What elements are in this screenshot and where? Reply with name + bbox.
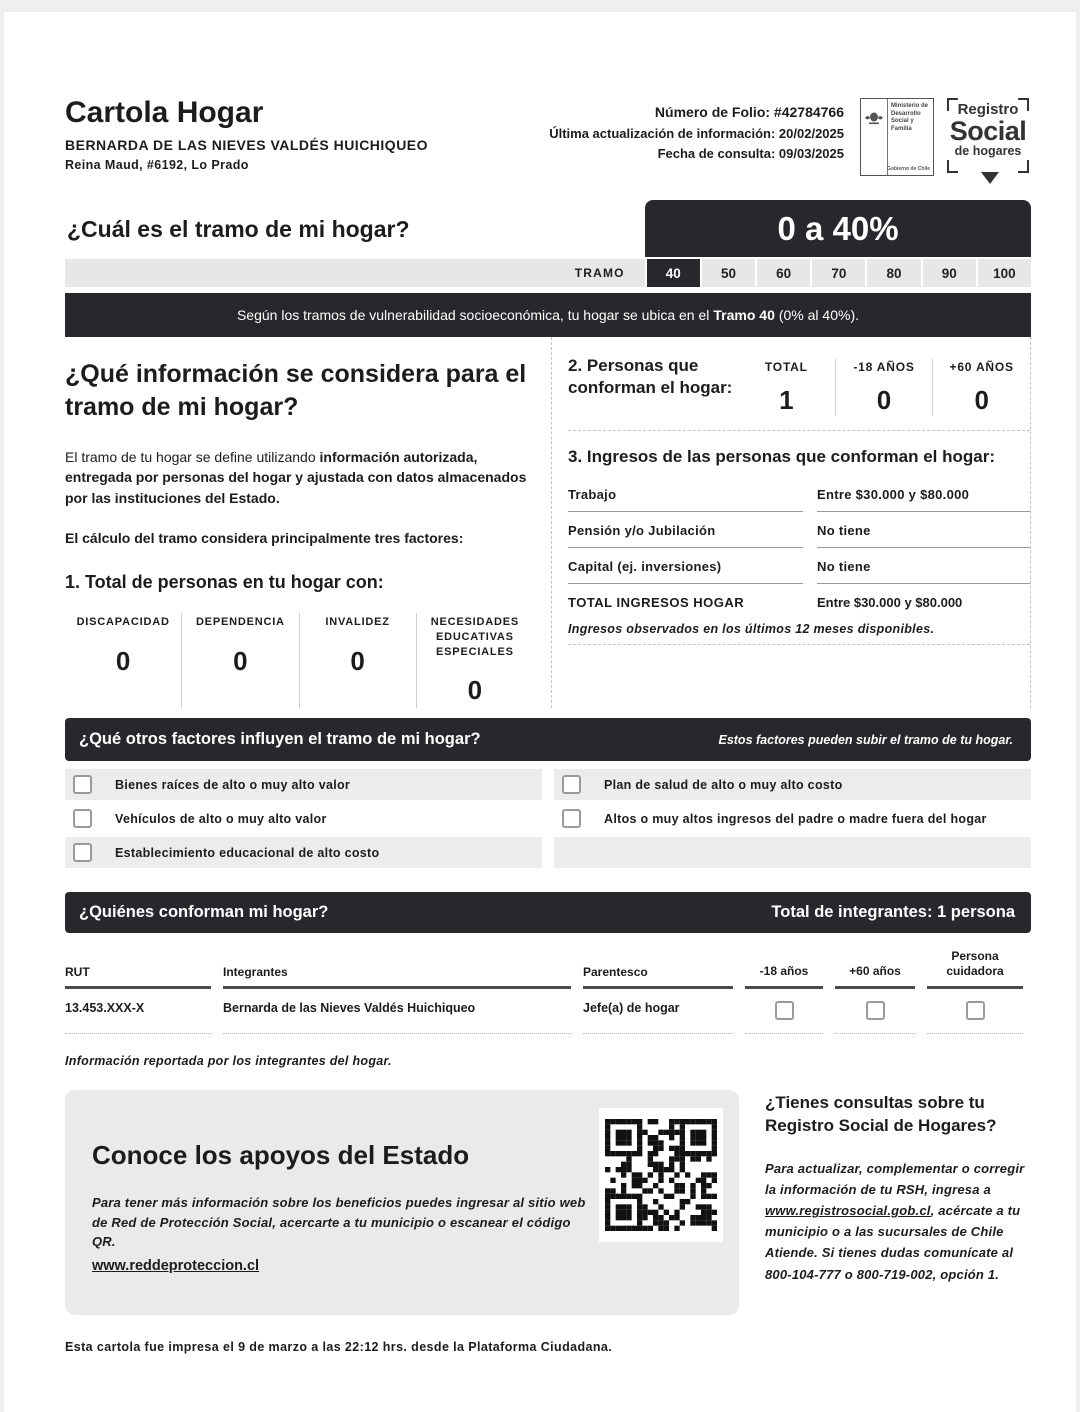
checkbox-vehiculos[interactable] (73, 809, 92, 828)
consultas-title: ¿Tienes consultas sobre tu Registro Social de Hogares? (765, 1093, 997, 1136)
consultas-text-1: Para actualizar, complementar o corregir la información de tu RSH, ingresa a (765, 1161, 1025, 1198)
tramo-note-suffix: (0% al 40%). (778, 307, 860, 323)
cell-rut: 13.453.XXX-X (65, 989, 211, 1034)
consultas-block (765, 1090, 1027, 1315)
factores-checklist (65, 769, 1031, 868)
checkbox-ingresos-padre-madre[interactable] (562, 809, 581, 828)
stat-label: TOTAL (764, 360, 808, 374)
logo-speech-tail (981, 172, 999, 184)
factores-section (65, 718, 1031, 868)
tramo-section-head (65, 200, 1031, 257)
logo-bracket (947, 98, 958, 111)
checkbox-establecimiento[interactable] (73, 843, 92, 862)
factor-item-empty (554, 837, 1031, 868)
cell-persona-cuidadora (927, 989, 1023, 1034)
consult-date: Fecha de consulta: 09/03/2025 (657, 145, 844, 161)
ingreso-label: Pensión y/o Jubilación (568, 523, 803, 548)
print-footer: Esta cartola fue impresa el 9 de marzo a las 22:12 hrs. desde la Plataforma Ciudadana. (65, 1340, 613, 1354)
integrantes-section (65, 892, 1031, 1068)
stat-dependencia (181, 613, 298, 709)
checkbox-bienes-raices[interactable] (73, 775, 92, 794)
cell-mayores-60 (835, 989, 915, 1034)
document-page (4, 12, 1076, 1412)
tramo-cell-40: 40 (645, 259, 700, 287)
info-p1-normal: El tramo de tu hogar se define utilizando (65, 449, 320, 465)
stat-value: 0 (350, 645, 365, 676)
stat-value: 0 (233, 645, 248, 676)
registro-social-link[interactable]: www.registrosocial.gob.cl (765, 1203, 931, 1219)
tramo-cell-80: 80 (865, 259, 920, 287)
factor-label: Vehículos de alto o muy alto valor (115, 811, 327, 826)
tramo-note-bar (65, 293, 1031, 337)
person-address: Reina Maud, #6192, Lo Prado (65, 158, 249, 172)
column-header-mayores-60: +60 años (835, 943, 915, 989)
stat-necesidades-educativas (416, 613, 533, 709)
ingreso-row-trabajo (568, 487, 1030, 512)
factor-item (554, 769, 1031, 800)
cell-parentesco: Jefe(a) de hogar (583, 989, 733, 1034)
factor1-title: 1. Total de personas en tu hogar con: (65, 571, 384, 592)
integrantes-table (65, 943, 1031, 1034)
factor-item (65, 837, 542, 868)
stat-value: 0 (467, 675, 483, 706)
factor-label: Establecimiento educacional de alto costo (115, 845, 380, 860)
factor-item (65, 769, 542, 800)
tramo-cell-70: 70 (810, 259, 865, 287)
info-left-column (65, 337, 552, 708)
stat-invalidez (299, 613, 416, 709)
ingreso-label: Trabajo (568, 487, 803, 512)
stat-discapacidad (65, 613, 181, 709)
ingresos-total-value: Entre $30.000 y $80.000 (817, 595, 963, 611)
ingresos-note: Ingresos observados en los últimos 12 meses disponibles. (568, 622, 935, 637)
stat-label: DEPENDENCIA (195, 615, 285, 628)
info-heading: ¿Qué información se considera para el tramo de mi hogar? (65, 360, 527, 421)
info-right-column (552, 337, 1031, 708)
stat-label: DISCAPACIDAD (76, 615, 170, 628)
logo-bracket (947, 160, 958, 173)
cell-nombre: Bernarda de las Nieves Valdés Huichiqueo (223, 989, 571, 1034)
info-columns (65, 337, 1031, 708)
ingreso-row-pension (568, 523, 1030, 548)
column-header-persona-cuidadora: Persona cuidadora (927, 943, 1023, 989)
rsh-logo-line3: de hogares (954, 144, 1022, 159)
header-meta (495, 98, 860, 164)
ingreso-value: No tiene (817, 559, 1030, 584)
ingreso-value: Entre $30.000 y $80.000 (817, 487, 1030, 512)
stat-label: INVALIDEZ (325, 615, 390, 628)
ingresos-total-label: TOTAL INGRESOS HOGAR (568, 595, 745, 611)
apoyos-box (65, 1090, 739, 1315)
info-p1-bold: información autorizada, entregada por personas del hogar y ajustada con datos almacenados por las instituciones del Estado. (65, 449, 527, 506)
ingreso-row-capital (568, 559, 1030, 584)
tramo-note-bold: Tramo 40 (713, 307, 775, 323)
ingresos-total-row (568, 595, 1030, 610)
checkbox-persona-cuidadora[interactable] (966, 1001, 985, 1020)
last-update: Última actualización de información: 20/02/2025 (549, 125, 844, 141)
ingresos-title: 3. Ingresos de las personas que conforman el hogar: (568, 447, 996, 467)
info-paragraph-2: El cálculo del tramo considera principalmente tres factores: (65, 529, 464, 546)
tramo-scale-label: TRAMO (574, 266, 625, 280)
tramo-cell-100: 100 (976, 259, 1031, 287)
factores-col-right (554, 769, 1031, 868)
factor-label: Altos o muy altos ingresos del padre o madre fuera del hogar (604, 811, 987, 826)
logos (860, 98, 1031, 176)
tramo-cell-60: 60 (755, 259, 810, 287)
stat-label: -18 AÑOS (853, 360, 915, 374)
stat-mayores-60 (932, 359, 1030, 416)
stat-value: 1 (779, 385, 794, 416)
integrantes-note: Información reportada por los integrantes del hogar. (65, 1054, 392, 1069)
ministry-logo-text: Ministerio de Desarrollo Social y Familia (887, 99, 933, 175)
integrantes-header-bar (65, 892, 1031, 933)
rsh-logo-line2: Social (949, 116, 1027, 146)
column-header-integrantes: Integrantes (223, 943, 571, 989)
checkbox-mayores-60[interactable] (866, 1001, 885, 1020)
logo-bracket (1018, 98, 1029, 111)
personas-stats (738, 355, 1030, 416)
apoyos-text: Para tener más información sobre los beneficios puedes ingresar al sitio web de Red de Protección Social, acercarte a tu municipio o escanear el código QR. (92, 1195, 586, 1250)
consultas-text-2: , acércate a tu municipio o a las sucursales de Chile Atiende. Si tienes dudas comunícate al 800-104-777 o 800-719-002, opción 1. (765, 1203, 1021, 1282)
tramo-scale-bar (65, 259, 1031, 287)
integrantes-total: Total de integrantes: 1 persona (771, 903, 1015, 922)
folio-number: Número de Folio: #42784766 (654, 104, 844, 120)
stat-menores-18 (835, 359, 933, 416)
personas-section (568, 337, 1030, 430)
tramo-question: ¿Cuál es el tramo de mi hogar? (67, 216, 410, 242)
ministry-logo-footer: Gobierno de Chile (886, 166, 930, 172)
qr-code-image (605, 1119, 717, 1231)
ingreso-value: No tiene (817, 523, 1030, 548)
registro-social-logo (945, 98, 1031, 161)
tramo-cell-50: 50 (700, 259, 755, 287)
stat-label: NECESIDADES EDUCATIVAS ESPECIALES (430, 615, 519, 658)
rsh-logo-line1: Registro (957, 101, 1019, 118)
info-paragraph-1 (65, 447, 533, 508)
factores-subtitle: Estos factores pueden subir el tramo de tu hogar. (718, 732, 1013, 747)
factor-item (554, 803, 1031, 834)
page-title: Cartola Hogar (65, 96, 264, 129)
ingreso-label: Capital (ej. inversiones) (568, 559, 803, 584)
cell-menores-18 (745, 989, 823, 1034)
column-header-parentesco: Parentesco (583, 943, 733, 989)
consultas-text (765, 1158, 1027, 1284)
factores-title: ¿Qué otros factores influyen el tramo de mi hogar? (79, 730, 481, 749)
factor1-stats (65, 613, 533, 709)
bottom-section (65, 1090, 1031, 1315)
chile-coat-of-arms-icon (861, 99, 887, 175)
checkbox-menores-18[interactable] (775, 1001, 794, 1020)
factores-col-left (65, 769, 542, 868)
stat-value: 0 (974, 385, 989, 416)
factor-label: Plan de salud de alto o muy alto costo (604, 777, 843, 792)
checkbox-plan-salud[interactable] (562, 775, 581, 794)
integrantes-title: ¿Quiénes conforman mi hogar? (79, 903, 329, 922)
apoyos-link[interactable]: www.reddeproteccion.cl (92, 1257, 260, 1274)
apoyos-title: Conoce los apoyos del Estado (92, 1140, 470, 1171)
stat-value: 0 (115, 645, 131, 676)
tramo-cell-90: 90 (921, 259, 976, 287)
qr-code (599, 1108, 723, 1242)
factor-item (65, 803, 542, 834)
ingresos-section (568, 431, 1030, 645)
stat-label: +60 AÑOS (949, 360, 1014, 374)
tramo-note-prefix: Según los tramos de vulnerabilidad socioeconómica, tu hogar se ubica en el (236, 307, 710, 323)
logo-bracket (1018, 160, 1029, 173)
column-header-menores-18: -18 años (745, 943, 823, 989)
factor-label: Bienes raíces de alto o muy alto valor (115, 777, 351, 792)
header (65, 98, 1031, 176)
ministry-logo (860, 98, 934, 176)
factores-header-bar (65, 718, 1031, 761)
stat-total (738, 359, 835, 416)
column-header-rut: RUT (65, 943, 211, 989)
personas-title: 2. Personas que conforman el hogar: (568, 356, 733, 398)
stat-value: 0 (876, 385, 892, 416)
tramo-range-badge: 0 a 40% (645, 200, 1031, 257)
person-name: BERNARDA DE LAS NIEVES VALDÉS HUICHIQUEO (65, 137, 429, 153)
